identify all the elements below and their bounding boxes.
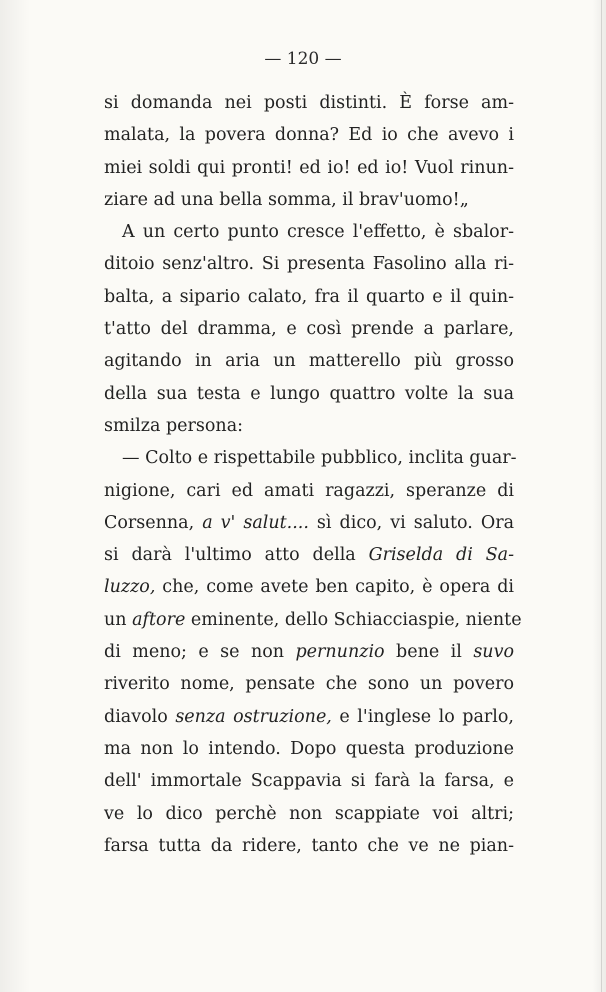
- text-line: ziare ad una bella somma, il brav'uomo!„: [104, 189, 469, 210]
- text-line: nigione, cari ed amati ragazzi, speranze di: [104, 480, 514, 501]
- text-segment: e l'inglese lo parlo,: [331, 706, 514, 727]
- text-line: ve lo dico perchè non scappiate voi altri;: [104, 803, 514, 824]
- text-line: [104, 636, 514, 668]
- text-segment: eminente, dello Schiacciaspie, niente: [185, 609, 522, 630]
- italic-text: aftore: [132, 609, 186, 630]
- italic-text: luzzo,: [104, 577, 156, 598]
- text-line: A un certo punto cresce l'effetto, è sbalor-: [122, 222, 514, 243]
- text-line: smilza persona:: [104, 415, 244, 436]
- text-line: agitando in aria un matterello più grosso: [104, 351, 514, 372]
- italic-text: senza ostruzione,: [175, 706, 332, 727]
- text-segment: si darà l'ultimo atto della: [104, 545, 369, 566]
- italic-text: pernunzio: [295, 642, 385, 663]
- text-segment: bene il: [384, 642, 474, 663]
- text-line: dell' immortale Scappavia si farà la farsa, e: [104, 771, 514, 792]
- text-segment: di meno; e se non: [104, 642, 296, 663]
- text-segment: un: [104, 609, 133, 630]
- text-line: malata, la povera donna? Ed io che avevo i: [104, 125, 514, 146]
- text-line: [104, 604, 522, 636]
- text-segment: che, come avete ben capito, è opera di: [155, 577, 514, 598]
- text-line: farsa tutta da ridere, tanto che ve ne pian-: [104, 835, 514, 856]
- text-line: [104, 539, 514, 571]
- body-text: [104, 87, 522, 862]
- text-line: [104, 701, 514, 733]
- text-line: [104, 571, 514, 603]
- page-number: — 120 —: [264, 49, 342, 69]
- text-line: balta, a sipario calato, fra il quarto e il quin-: [104, 286, 514, 307]
- text-line: della sua testa e lungo quattro volte la sua: [104, 383, 514, 404]
- italic-text: suvo: [473, 642, 514, 663]
- page-edge: [601, 0, 602, 992]
- italic-text: Griselda di Sa-: [368, 545, 514, 566]
- text-segment: Corsenna,: [104, 512, 203, 533]
- text-line: ditoio senz'altro. Si presenta Fasolino alla ri-: [104, 254, 514, 275]
- text-line: riverito nome, pensate che sono un povero: [104, 674, 514, 695]
- text-line: — Colto e rispettabile pubblico, inclita guar-: [122, 448, 517, 469]
- italic-text: a v' salut....: [202, 512, 309, 533]
- text-line: miei soldi qui pronti! ed io! ed io! Vuol rinun-: [104, 157, 514, 178]
- text-segment: sì dico, vi saluto. Ora: [308, 512, 515, 533]
- text-segment: diavolo: [104, 706, 176, 727]
- text-line: [104, 507, 514, 539]
- text-line: ma non lo intendo. Dopo questa produzione: [104, 738, 514, 759]
- text-line: t'atto del dramma, e così prende a parlare,: [104, 319, 514, 340]
- text-line: si domanda nei posti distinti. È forse am-: [104, 93, 514, 113]
